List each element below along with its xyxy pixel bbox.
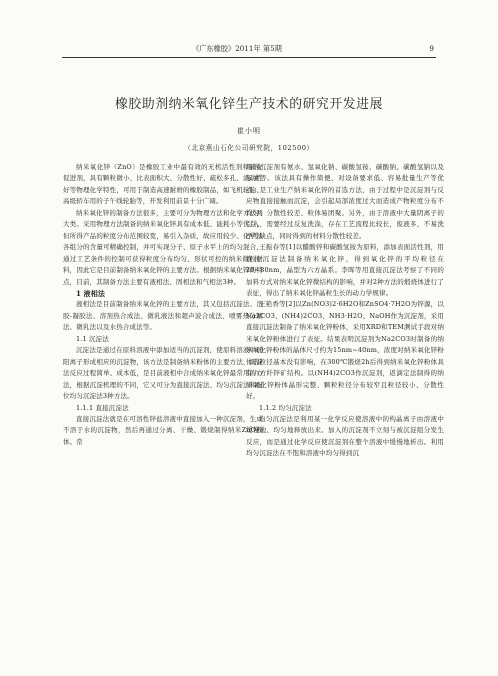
paragraph: 纳米氧化锌（ZnO）是橡胶工业中最有效的无机活性剂和硫化促进剂，具有颗粒微小、比表面积大、分散性好、疏松多孔、流动性好等物理化学特性，可用于制造高速耐磨的橡胶制品，如飞机轮胎、高级轿车用的子午线轮胎等，开发利用前景十分广阔。 <box>63 163 263 206</box>
affiliation: （北京燕山石化公司研究院，102500） <box>184 144 314 152</box>
subsection-heading: 1.1 沉淀法 <box>76 334 109 343</box>
header-divider <box>62 57 436 58</box>
running-header <box>62 43 436 55</box>
paragraph: 用的沉淀剂有氨水、氢氧化钠、碳酸氢铵、碳酸钠、碳酸氢钠以及尿素等。该法具有操作简便、对设备要求低、容易批量生产等优点，是工业生产纳米氧化锌的首选方法，由于过程中是沉淀剂与反应物直接接触而沉淀，会引起局部浓度过大而造成产物粒度分布不均匀、分散性较差、粒体易团聚。另外，由于溶液中大量阴离子的引入，需要经过反复洗涤，存在工艺流程比较长，废液多，不易洗净等缺点，同时得到的材料分散性较差。 <box>246 163 444 240</box>
paragraph: 液相法是目前制备纳米氧化锌的主要方法，其又包括沉淀法、溶胶-凝胶法、溶剂热合成法、微乳液法和超声波合成法、喷雾热分解法、微乳法以及水热合成法等。 <box>63 300 263 332</box>
paragraph: 直接沉淀法就是在可溶性锌盐溶液中直接加入一种沉淀剂，生成不溶于水的沉淀物，然后再通过分离、干燥、锻烧制得纳米ZnO粉体。常 <box>63 414 263 446</box>
journal-issue: 《广东橡胶》2011年 第5期 <box>192 44 282 53</box>
right-column <box>246 162 444 460</box>
paragraph: 沉淀法是通过在原料溶液中添加适当的沉淀剂，使原料溶液中的阳离子形成相应的沉淀物，该方法是制备纳米粉体的主要方法，沉淀法反应过程简单、成本低，是目前液相中合成纳米氧化锌最常用的方法，根据沉淀机理的不同，它又可分为直接沉淀法、均匀沉淀法和配位均匀沉淀法3种方法。 <box>63 346 263 401</box>
paragraph: 王振春等[1]以醋酸锌和碳酸氢铵为原料，添加表面活性剂，用直接沉淀法制备纳米氧化锌，得到氧化锌的平均粒径在20~80nm，晶型为六方晶系。李晖等用直接沉淀法考察了不同的加料方式对纳米氧化锌微结构的影响，并对2种方法的煅烧体进行了表征，得出了纳米氧化锌晶粒生长的动力学规律。 <box>246 243 444 297</box>
subsection-heading: 1.1.2 均匀沉淀法 <box>259 403 312 412</box>
subsection-heading: 1.1.1 直接沉淀法 <box>76 403 129 412</box>
paragraph: 均匀沉淀法是利用某一化学反应使溶液中的构晶离子由溶液中缓慢地、均匀地释放出来。加入的沉淀剂不立刻与被沉淀组分发生反应，而是通过化学反应使沉淀剂在整个溶液中缓慢地析出。利用均匀沉淀法在不饱和溶液中均匀得到沉 <box>246 414 444 458</box>
paragraph: 纳米氧化锌的制备方法很多，主要可分为物理方法和化学方法两大类。采用物理方法制备的纳米氧化锌具有成本低、能耗小等优点，但所得产品的粒度分布范围较宽，易引入杂质，故应用较少。化学法各组分的含量可精确控制，并可实现分子、原子水平上的均匀混合，通过工艺条件的控制可获得粒度分布均匀、形状可控的纳米微粒材料，因此它是目前制备纳米氧化锌的主要方法。根据纳米氧化锌的特点，目前，其制备方法主要有液相法、固相法和气相法3种。 <box>63 208 263 286</box>
page-number: 9 <box>429 44 434 53</box>
article-title: 橡胶助剂纳米氧化锌生产技术的研究开发进展 <box>115 97 383 112</box>
author: 崔小明 <box>237 127 261 135</box>
left-column <box>63 162 263 448</box>
section-heading: 1 液相法 <box>76 288 106 298</box>
paragraph: 王艳香等[2]以Zn(NO3)2·6H2O和ZnSO4·7H2O为锌源，以Na2CO3、(NH4)2CO3、NH3·H2O、NaOH作为沉淀剂，采用直接沉淀法制备了纳米氧化锌粉体，采用XRD和TEM测试手段对纳米氧化锌粉体进行了表征。结果表明沉淀剂为Na2CO3时制备的纳米氧化锌粉体的晶体尺寸约为15nm~40nm，浓度对纳米氧化锌粉体的粒径基本没有影响，在300℃锻烧2h后得到纳米氧化锌粉体具有六方纤锌矿结构。以(NH4)2CO3作沉淀剂，返滴定法制得的纳米氧化锌粉体晶形完整、颗粒粒径分布较窄且粒径较小、分散性好。 <box>246 300 444 401</box>
